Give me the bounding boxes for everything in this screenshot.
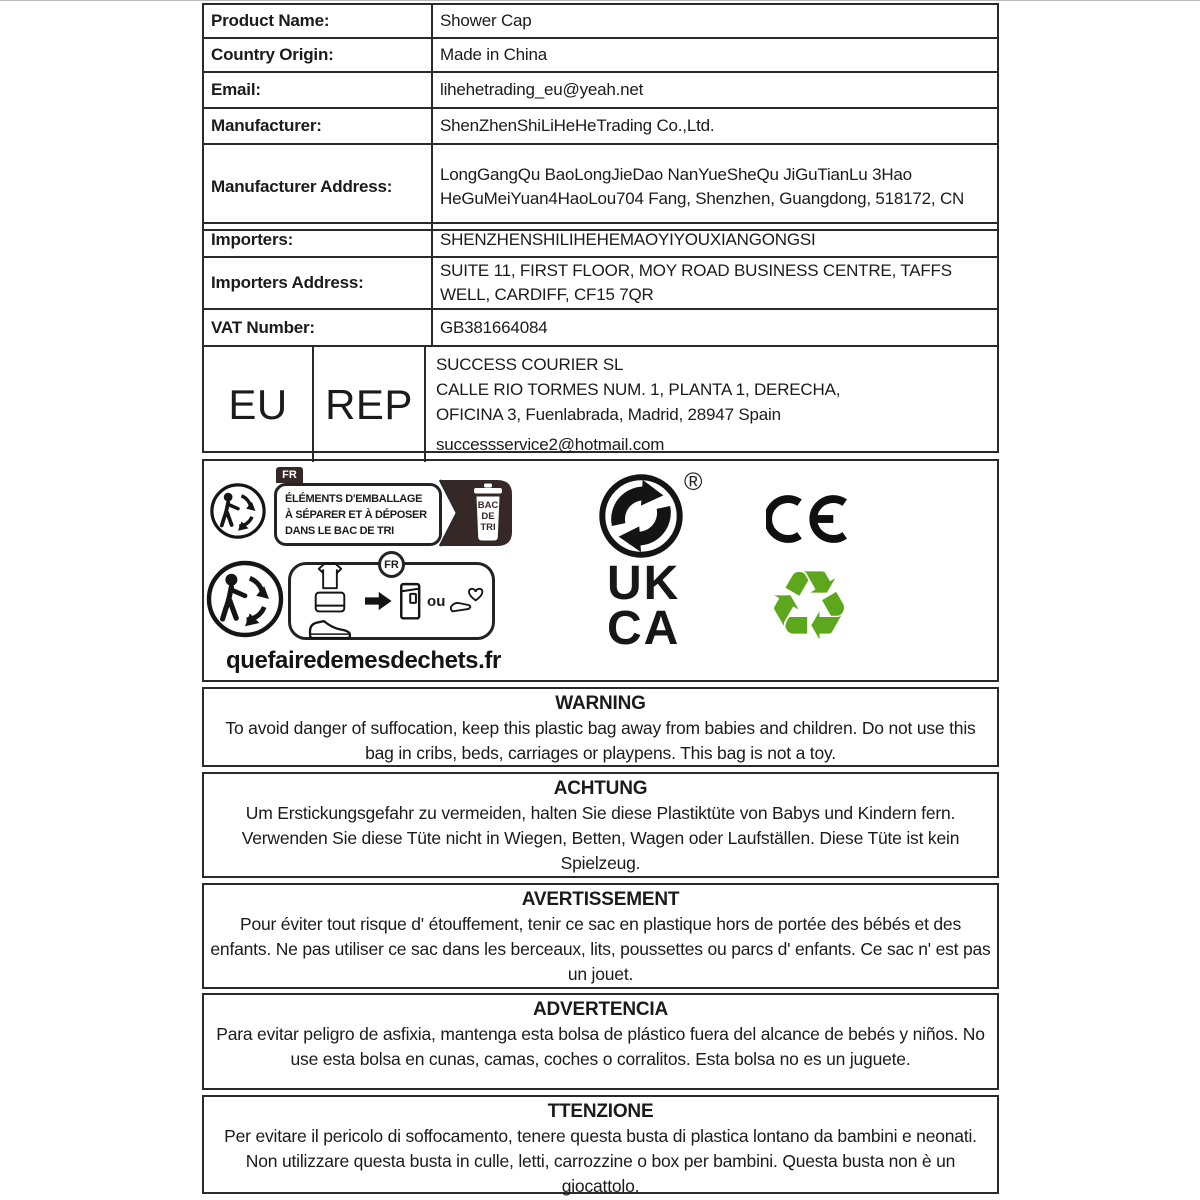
- website-url: quefairedemesdechets.fr: [226, 647, 501, 674]
- warning-title: TTENZIONE: [547, 1101, 654, 1122]
- row-label: Email:: [203, 72, 432, 108]
- info-tri-line: DANS LE BAC DE TRI: [285, 525, 394, 537]
- table-row: [203, 72, 998, 108]
- row-label: Manufacturer Address:: [203, 144, 432, 230]
- row-value: LongGangQu BaoLongJieDao NanYueSheQu JiGuTianLu 3Hao HeGuMeiYuan4HaoLou704 Fang, Shenzhen, Guangdong, 518172, CN: [432, 144, 998, 230]
- ukca-mark: [607, 557, 681, 656]
- row-value: SUITE 11, FIRST FLOOR, MOY ROAD BUSINESS CENTRE, TAFFS WELL, CARDIFF, CF15 7QR: [432, 257, 998, 309]
- fr-tag: FR: [276, 467, 303, 483]
- ce-mark-icon: [766, 489, 858, 549]
- donation-container-icon: [398, 575, 422, 627]
- registered-mark: ®: [684, 468, 703, 496]
- hand-heart-icon: [450, 584, 484, 618]
- triman-icon: [205, 559, 285, 639]
- table-row: [203, 223, 998, 257]
- row-value: Shower Cap: [432, 4, 998, 38]
- row-value: SHENZHENSHILIHEHEMAOYIYOUXIANGONGSI: [432, 223, 998, 257]
- product-info-table: [202, 3, 999, 231]
- importers-table: [202, 222, 999, 347]
- recycling-symbols-panel: [202, 459, 999, 682]
- rep-address-line: OFICINA 3, Fuenlabrada, Madrid, 28947 Spain: [436, 405, 781, 424]
- info-tri-bubble: [274, 483, 442, 546]
- triman-icon: [209, 482, 267, 540]
- textile-icons-cluster: [299, 562, 360, 640]
- table-row: [203, 309, 998, 346]
- row-value: lihehetrading_eu@yeah.net: [432, 72, 998, 108]
- table-row: [203, 38, 998, 72]
- info-tri-line: À SÉPARER ET À DÉPOSER: [285, 509, 427, 521]
- warning-text: Para evitar peligro de asfixia, mantenga esta bolsa de plástico fuera del alcance de bebés y niños. No use esta bolsa en cunas, camas, coches o corralitos. Esta bolsa no es un juguete.: [216, 1024, 985, 1069]
- warning-text: To avoid danger of suffocation, keep this plastic bag away from babies and children. Do not use this bag in cribs, beds, carriages or playpens. This bag is not a toy.: [225, 718, 976, 763]
- warning-title: ADVERTENCIA: [532, 999, 669, 1020]
- arrow-icon: [365, 588, 393, 614]
- table-row: [203, 257, 998, 309]
- warning-box-spanish: [202, 993, 999, 1090]
- bac-line: DE: [481, 511, 495, 522]
- warning-title: ACHTUNG: [553, 778, 648, 799]
- bac-de-tri-flag: [437, 479, 515, 549]
- row-value: GB381664084: [432, 309, 998, 346]
- fr-badge: FR: [378, 551, 405, 578]
- row-value: ShenZhenShiLiHeHeTrading Co.,Ltd.: [432, 108, 998, 144]
- ukca-line: UK: [607, 557, 681, 610]
- ukca-line: CA: [607, 602, 681, 656]
- warning-box-english: [202, 687, 999, 767]
- warning-text: Per evitare il pericolo di soffocamento, tenere questa busta di plastica lontano da bambini e neonati. Non utilizzare questa busta in culle, letti, carrozzine o box per bambini. Questa busta non è un giocattolo.: [224, 1126, 977, 1196]
- recycle-icon: ♻: [766, 550, 853, 662]
- warning-title: AVERTISSEMENT: [521, 889, 680, 910]
- eu-rep-table: [202, 345, 999, 453]
- table-row: [203, 108, 998, 144]
- top-edge-divider: [0, 0, 1200, 1]
- table-row: [203, 144, 998, 230]
- row-label: Importers Address:: [203, 257, 432, 309]
- warning-box-french: [202, 883, 999, 989]
- row-label: Importers:: [203, 223, 432, 257]
- rep-address-line: CALLE RIO TORMES NUM. 1, PLANTA 1, DERECHA,: [436, 380, 841, 399]
- green-dot-icon: [598, 473, 684, 559]
- folded-textile-icon: [313, 590, 347, 616]
- rep-label: REP: [314, 347, 426, 462]
- rep-company: SUCCESS COURIER SL: [436, 355, 624, 374]
- warning-text: Um Erstickungsgefahr zu vermeiden, halten Sie diese Plastiktüte von Babys und Kindern fern. Verwenden Sie diese Tüte nicht in Wiegen, Betten, Wagen oder Laufställen. Diese Tüte ist kein Spielzeug.: [241, 803, 960, 873]
- shoe-icon: [307, 616, 353, 640]
- warning-box-german: [202, 772, 999, 878]
- warning-text: Pour éviter tout risque d' étouffement, tenir ce sac en plastique hors de portée des bébés et des enfants. Ne pas utiliser ce sac dans les berceaux, lits, poussettes ou parcs d' enfants. Ce sac n' est pas un jouet.: [210, 914, 991, 984]
- rep-email: successservice2@hotmail.com: [436, 435, 665, 454]
- warning-title: WARNING: [555, 693, 646, 714]
- ou-label: ou: [427, 592, 446, 610]
- row-label: Product Name:: [203, 4, 432, 38]
- row-value: Made in China: [432, 38, 998, 72]
- row-label: Manufacturer:: [203, 108, 432, 144]
- tshirt-icon: [314, 562, 346, 590]
- info-tri-line: ÉLÉMENTS D'EMBALLAGE: [285, 493, 423, 505]
- warning-box-italian: [202, 1095, 999, 1194]
- eu-label: EU: [204, 347, 314, 462]
- bac-line: BAC: [477, 500, 499, 511]
- eu-rep-details: [426, 347, 997, 462]
- table-row: [203, 4, 998, 38]
- row-label: Country Origin:: [203, 38, 432, 72]
- bac-line: TRI: [480, 522, 496, 533]
- row-label: VAT Number:: [203, 309, 432, 346]
